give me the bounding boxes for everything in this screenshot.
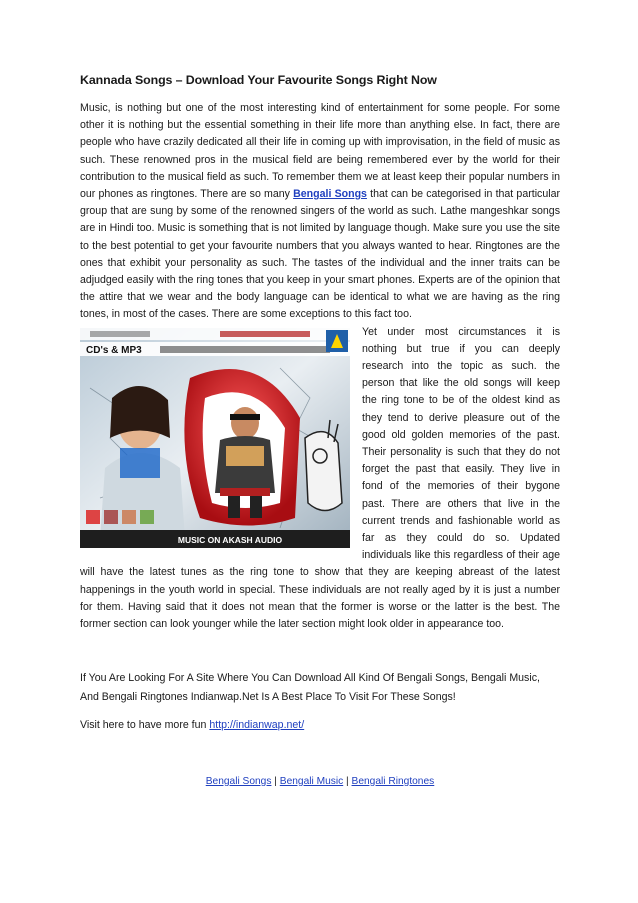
footer-separator: | bbox=[346, 775, 349, 787]
footer-link-bengali-songs[interactable]: Bengali Songs bbox=[205, 775, 272, 787]
article bbox=[80, 72, 560, 790]
footer-link-bengali-ringtones[interactable]: Bengali Ringtones bbox=[351, 775, 435, 787]
album-banner-text: CD's & MP3 bbox=[86, 344, 142, 356]
album-footer-text: MUSIC ON AKASH AUDIO bbox=[177, 534, 283, 545]
indianwap-url-link[interactable]: http://indianwap.net/ bbox=[209, 719, 305, 732]
footer-separator: | bbox=[274, 775, 277, 787]
bengali-songs-link[interactable]: Bengali Songs bbox=[293, 188, 367, 201]
footer-link-bar bbox=[80, 773, 560, 790]
intro-text-end: that can be categorised in that particular group that are sung by some of the renowned singers of the world as such. Lathe mangeshkar songs are in Hindi too. Music is something that is not limited by language though. Make sure you use the site to the best potential to get your favourite numbers that you always wanted to hear. Ringtones are the ones that exhibit your personality as such. The tastes of the individual and the inner traits can be adjudged easily with the ring tones that you keep in your smart phones. Experts are of the opinion that the attire that we wear and the body language can be identical to what we are having as the ring tones, in most of the cases. There are some exceptions to this fact too. bbox=[80, 188, 561, 321]
article-title: Kannada Songs – Download Your Favourite Songs Right Now bbox=[80, 73, 437, 87]
paragraph-closing-recommendation: If You Are Looking For A Site Where You Can Download All Kind Of Bengali Songs, Bengali Music, And Bengali Ringtones Indianwap.Net Is A Best Place To Visit For These Songs! bbox=[80, 672, 540, 704]
paragraph-ringtone-personality: Yet under most circumstances it is nothing but true if you can deeply research into the topic as such. the person that like the old songs will keep the ring tone to be of the oldest kind as they tend to derive pleasure out of the good old golden memories of the past. Their personality is such that they do not forget the past that easily. They live in fond of the memories of their bygone past. There are others that live in the current trends and fashionable world as far as they could do so. Updated individuals like this regardless of their age will have the latest tunes as the ring tone to show that they are keeping abreast of the latest happenings in the youth world in special. These individuals are not really aged by it is just a number for them. Having said that it does not mean that the former is worse or the latter is the best. The former section can look younger while the later section might look older in appearance too. bbox=[80, 325, 560, 631]
paragraph-intro bbox=[80, 100, 560, 324]
footer-link-bengali-music[interactable]: Bengali Music bbox=[279, 775, 344, 787]
visit-line bbox=[80, 717, 560, 734]
intro-text-start: Music, is nothing but one of the most interesting kind of entertainment for some people. For some other it is nothing but the essential something in their life more than anything else. In fact, there are people who have crazily dedicated all their life in coming up with improvisation, in the field of music as such. These renowned pros in the musical field are being remembered ever by the world for their contribution to the musical field as such. To remember them we at least keep their popular numbers in our phones as ringtones. There are so many bbox=[80, 102, 560, 201]
visit-prefix: Visit here to have more fun bbox=[80, 719, 210, 732]
album-cover-image bbox=[80, 328, 350, 548]
